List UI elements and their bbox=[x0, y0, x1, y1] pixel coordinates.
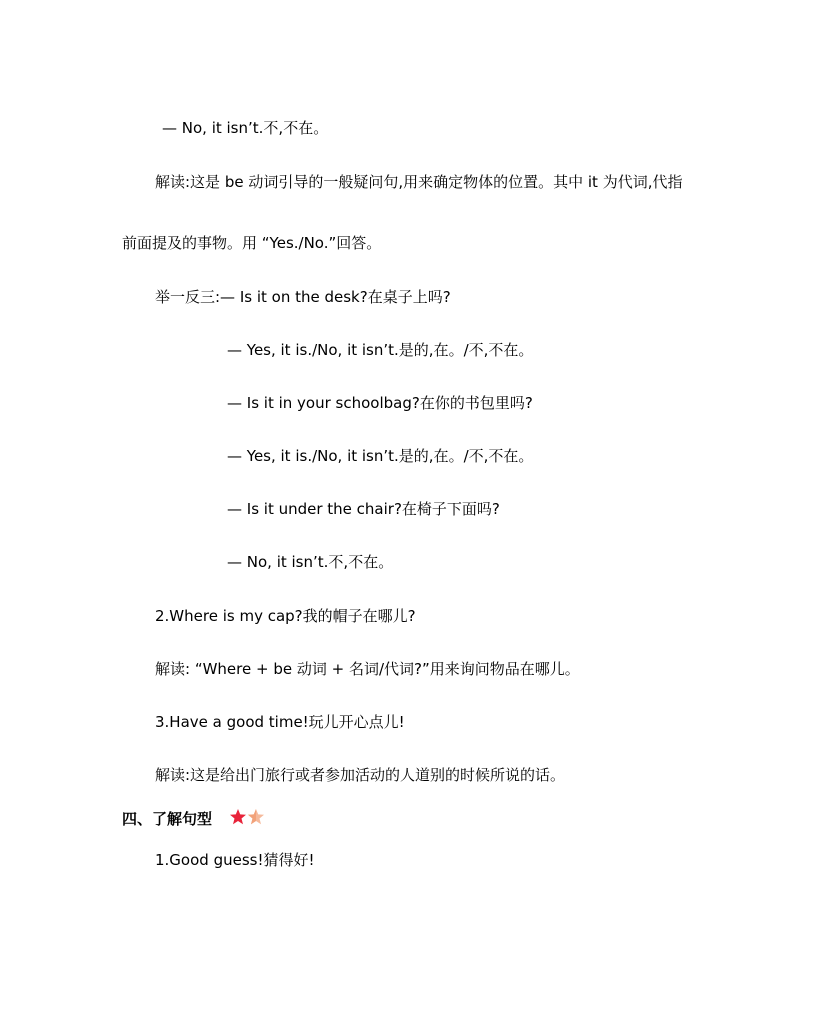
line-example-5: — Is it under the chair?在椅子下面吗? bbox=[227, 500, 500, 518]
star-icon-filled bbox=[230, 809, 246, 824]
line-example-6: — No, it isn’t.不,不在。 bbox=[227, 553, 394, 571]
line-example-1: 举一反三:— Is it on the desk?在桌子上吗? bbox=[155, 288, 451, 306]
line-sentence-1: 1.Good guess!猜得好! bbox=[155, 851, 315, 869]
line-explanation-1: 解读:这是 be 动词引导的一般疑问句,用来确定物体的位置。其中 it 为代词,代指 bbox=[155, 173, 683, 191]
line-sentence-3-explanation: 解读:这是给出门旅行或者参加活动的人道别的时候所说的话。 bbox=[155, 766, 566, 784]
section-title: 四、了解句型 bbox=[122, 810, 213, 828]
section-heading bbox=[122, 808, 265, 831]
line-sentence-2: 2.Where is my cap?我的帽子在哪儿? bbox=[155, 607, 416, 625]
star-rating-icon bbox=[229, 808, 265, 826]
rating-stars bbox=[229, 808, 265, 831]
line-example-4: — Yes, it is./No, it isn’t.是的,在。/不,不在。 bbox=[227, 447, 534, 465]
line-example-3: — Is it in your schoolbag?在你的书包里吗? bbox=[227, 394, 533, 412]
line-sentence-2-explanation: 解读: “Where + be 动词 + 名词/代词?”用来询问物品在哪儿。 bbox=[155, 660, 580, 678]
line-explanation-2: 前面提及的事物。用 “Yes./No.”回答。 bbox=[122, 234, 382, 252]
line-answer-no: — No, it isn’t.不,不在。 bbox=[162, 119, 329, 137]
line-example-2: — Yes, it is./No, it isn’t.是的,在。/不,不在。 bbox=[227, 341, 534, 359]
line-sentence-3: 3.Have a good time!玩儿开心点儿! bbox=[155, 713, 405, 731]
